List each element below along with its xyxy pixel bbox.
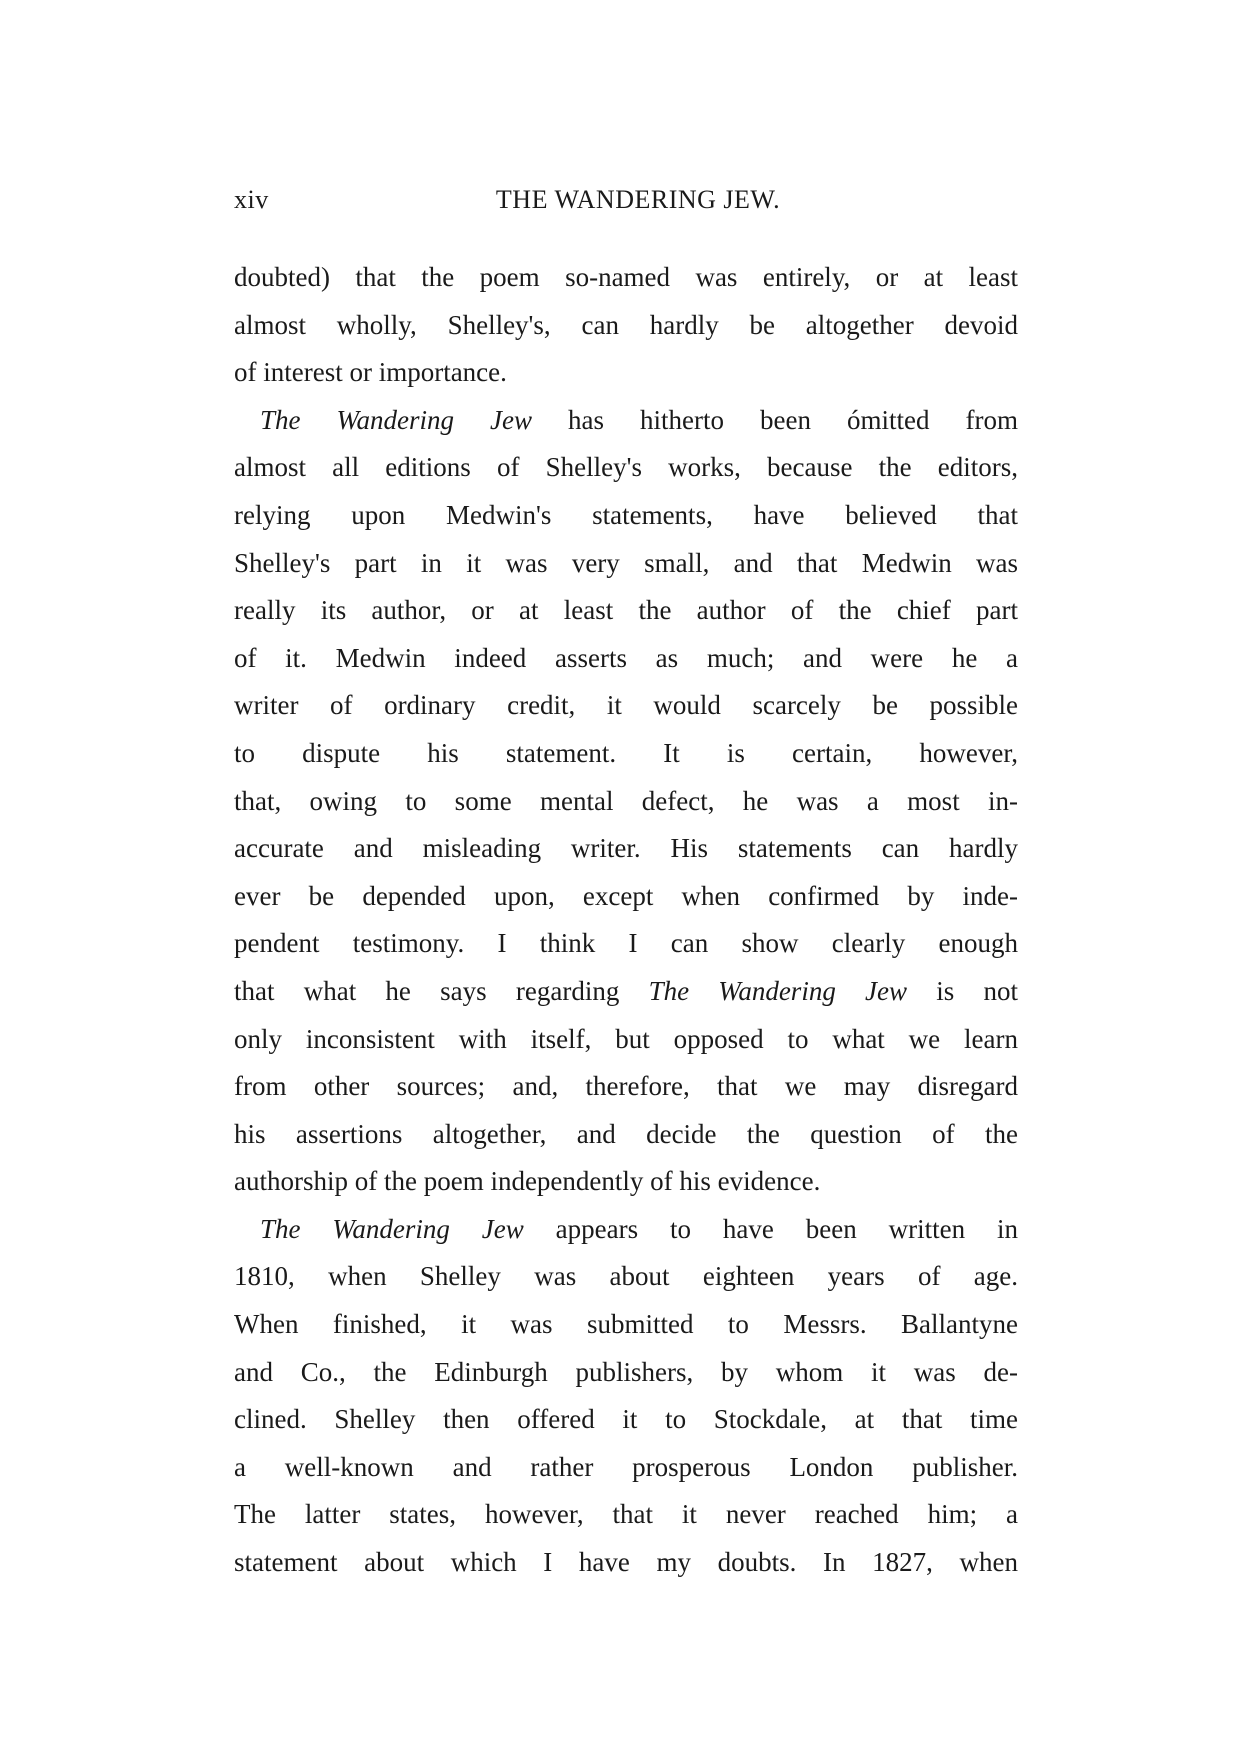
text-line: of interest or importance.: [234, 357, 507, 388]
text-line: from other sources; and, therefore, that we may disregard: [234, 1071, 1018, 1102]
text-line: relying upon Medwin's statements, have believed that: [234, 499, 1018, 530]
text-line: When finished, it was submitted to Messrs. Ballantyne: [234, 1309, 1018, 1340]
paragraph-3: [234, 1206, 1018, 1587]
text-line: only inconsistent with itself, but opposed to what we learn: [234, 1023, 1018, 1054]
text-line: clined. Shelley then offered it to Stockdale, at that time: [234, 1404, 1018, 1435]
body-text: [234, 254, 1018, 1587]
page-number: xiv: [234, 185, 269, 214]
text-line: his assertions altogether, and decide the question of the: [234, 1118, 1018, 1149]
text-line: ever be depended upon, except when confirmed by inde-: [234, 880, 1018, 911]
book-title: The Wandering Jew: [648, 975, 908, 1006]
text-line: authorship of the poem independently of his evidence.: [234, 1166, 821, 1197]
book-title: The Wandering Jew: [260, 404, 533, 435]
running-title: THE WANDERING JEW.: [495, 185, 781, 214]
text-line: to dispute his statement. It is certain, however,: [234, 737, 1018, 768]
text-line: of it. Medwin indeed asserts as much; and were he a: [234, 642, 1018, 673]
text-line: pendent testimony. I think I can show clearly enough: [234, 928, 1018, 959]
text-line: almost wholly, Shelley's, can hardly be altogether devoid: [234, 309, 1018, 340]
text-line: statement about which I have my doubts. In 1827, when: [234, 1547, 1018, 1578]
text-line: and Co., the Edinburgh publishers, by whom it was de-: [234, 1356, 1018, 1387]
text-line: writer of ordinary credit, it would scarcely be possible: [234, 690, 1018, 721]
text-line: accurate and misleading writer. His statements can hardly: [234, 833, 1018, 864]
text-line: The latter states, however, that it never reached him; a: [234, 1499, 1018, 1530]
text-line: a well-known and rather prosperous London publisher.: [234, 1451, 1018, 1482]
text-line: doubted) that the poem so-named was entirely, or at least: [234, 262, 1018, 292]
text-line: really its author, or at least the author of the chief part: [234, 595, 1018, 626]
paragraph-1: [234, 254, 1018, 397]
text-line: 1810, when Shelley was about eighteen years of age.: [234, 1261, 1018, 1292]
book-title: The Wandering Jew: [260, 1213, 524, 1244]
running-head: [234, 185, 1018, 225]
text-line: The Wandering Jew has hitherto been ómitted from: [260, 404, 1018, 435]
text-line: almost all editions of Shelley's works, because the editors,: [234, 452, 1018, 483]
text-line: that, owing to some mental defect, he was a most in-: [234, 785, 1018, 816]
text-line: that what he says regarding The Wandering Jew is not: [234, 975, 1019, 1006]
text-line: The Wandering Jew appears to have been written in: [260, 1213, 1019, 1244]
paragraph-2: [234, 397, 1018, 1206]
text-line: Shelley's part in it was very small, and that Medwin was: [234, 547, 1018, 578]
